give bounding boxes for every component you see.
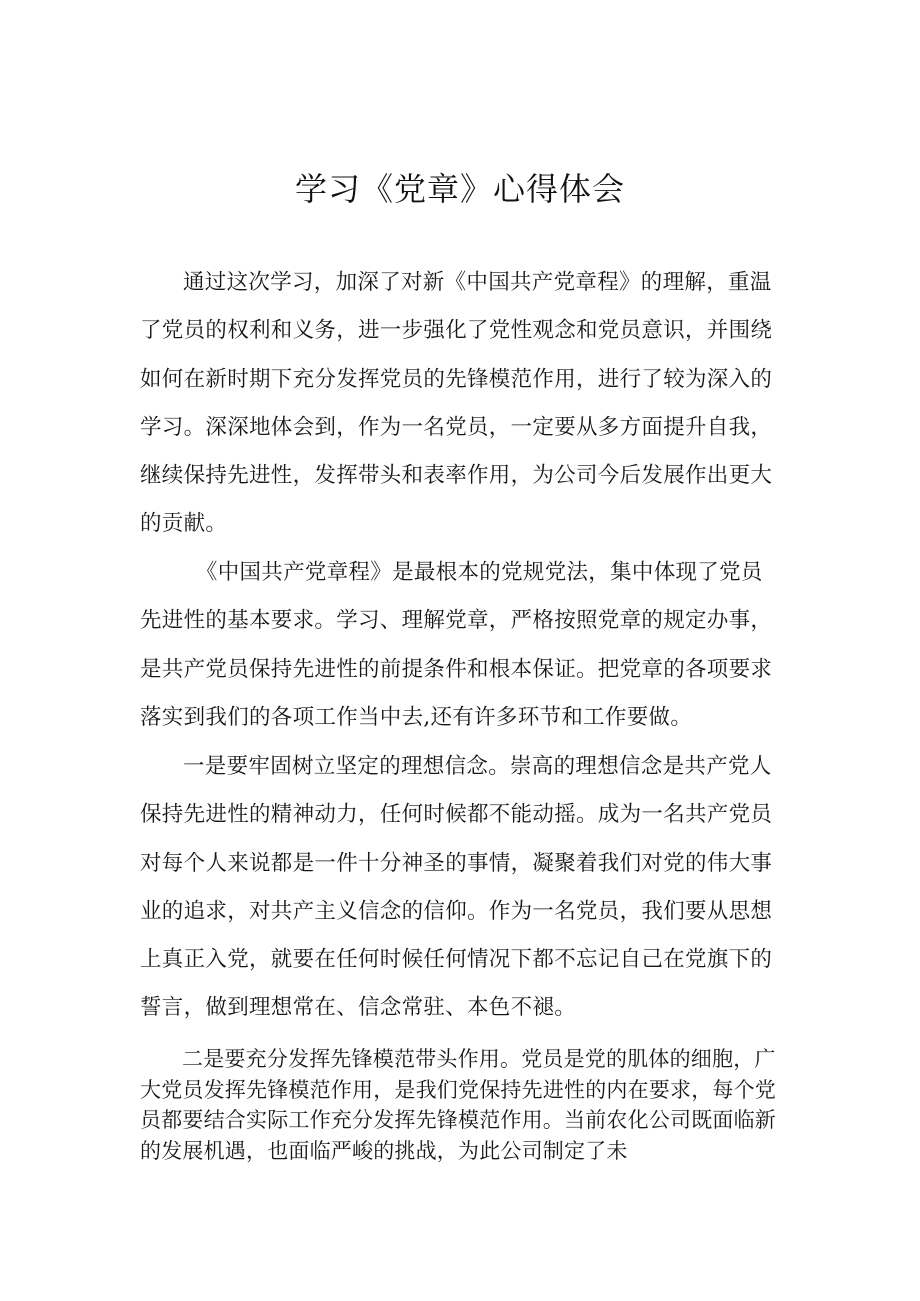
document-title: 学习《党章》心得体会	[294, 170, 625, 208]
paragraph-intro: 通过这次学习，加深了对新《中国共产党章程》的理解，重温了党员的权利和义务，进一步强化了党性观念和党员意识，并围绕如何在新时期下充分发挥党员的先锋模范作用，进行了较为深入的学习。深深地体会到，作为一名党员，一定要从多方面提升自我，继续保持先进性，发挥带头和表率作用，为公司今后发展作出更大的贡献。	[140, 270, 773, 537]
paragraph-point-one: 一是要牢固树立坚定的理想信念。崇高的理想信念是共产党人保持先进性的精神动力，任何时候都不能动摇。成为一名共产党员对每个人来说都是一件十分神圣的事情，凝聚着我们对党的伟大事业的追求，对共产主义信念的信仰。作为一名党员，我们要从思想上真正入党，就要在任何时候任何情况下都不忘记自己在党旗下的誓言，做到理想常在、信念常驻、本色不褪。	[140, 754, 773, 1021]
paragraph-party-constitution: 《中国共产党章程》是最根本的党规党法，集中体现了党员先进性的基本要求。学习、理解党章，严格按照党章的规定办事，是共产党员保持先进性的前提条件和根本保证。把党章的各项要求落实到我们的各项工作当中去,还有许多环节和工作要做。	[140, 560, 773, 730]
paragraph-point-two: 二是要充分发挥先锋模范带头作用。党员是党的肌体的细胞，广大党员发挥先锋模范作用，是我们党保持先进性的内在要求，每个党员都要结合实际工作充分发挥先锋模范作用。当前农化公司既面临新的发展机遇，也面临严峻的挑战，为此公司制定了未	[140, 1047, 776, 1163]
